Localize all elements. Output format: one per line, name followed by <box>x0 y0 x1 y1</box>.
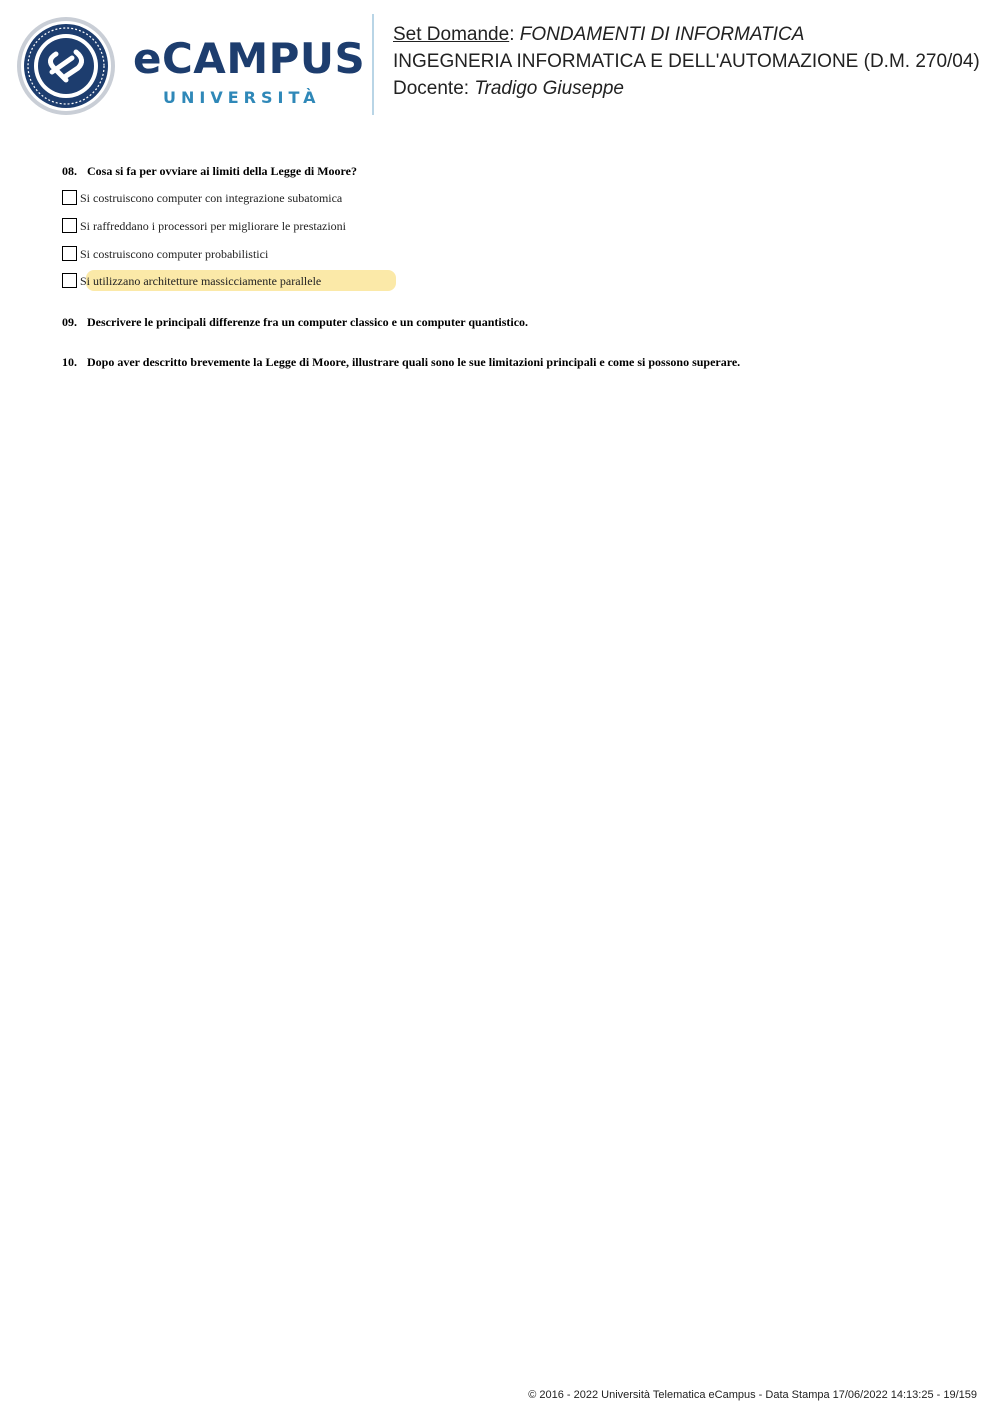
checkbox[interactable] <box>62 273 77 288</box>
checkbox[interactable] <box>62 190 77 205</box>
answer-label: Si costruiscono computer con integrazione subatomica <box>80 191 343 205</box>
teacher-line <box>393 79 624 98</box>
question-number: 10. <box>62 355 77 369</box>
answer-label: Si raffreddano i processori per migliorare le prestazioni <box>80 219 347 233</box>
question-10 <box>62 356 740 368</box>
checkbox[interactable] <box>62 218 77 233</box>
teacher-label: Docente: <box>393 78 470 99</box>
set-label: Set Domande <box>393 24 510 45</box>
question-number: 09. <box>62 315 77 329</box>
question-09 <box>62 316 528 328</box>
answer-label: Si costruiscono computer probabilistici <box>80 247 269 261</box>
header-divider <box>372 14 374 115</box>
brand-wordmark: eCAMPUS <box>133 34 366 83</box>
checkbox[interactable] <box>62 246 77 261</box>
question-text: Descrivere le principali differenze fra un computer classico e un computer quantistico. <box>87 315 529 329</box>
course-name: FONDAMENTI DI INFORMATICA <box>519 24 805 45</box>
answer-label: Si utilizzano architetture massicciamente parallele <box>80 274 322 288</box>
set-separator: : <box>509 24 515 45</box>
page-footer: © 2016 - 2022 Università Telematica eCampus - Data Stampa 17/06/2022 14:13:25 - 19/159 <box>528 1389 977 1401</box>
question-text: Cosa si fa per ovviare ai limiti della Legge di Moore? <box>87 164 357 178</box>
brand-subtitle: UNIVERSITÀ <box>163 88 321 107</box>
teacher-name: Tradigo Giuseppe <box>474 78 624 99</box>
question-08 <box>62 165 357 177</box>
question-number: 08. <box>62 164 77 178</box>
ecampus-seal-icon <box>16 16 116 116</box>
course-title <box>393 25 804 44</box>
degree-name: INGEGNERIA INFORMATICA E DELL'AUTOMAZIONE (D.M. 270/04) <box>393 51 980 72</box>
question-text: Dopo aver descritto brevemente la Legge di Moore, illustrare quali sono le sue limitazioni principali e come si possono superare. <box>87 355 741 369</box>
